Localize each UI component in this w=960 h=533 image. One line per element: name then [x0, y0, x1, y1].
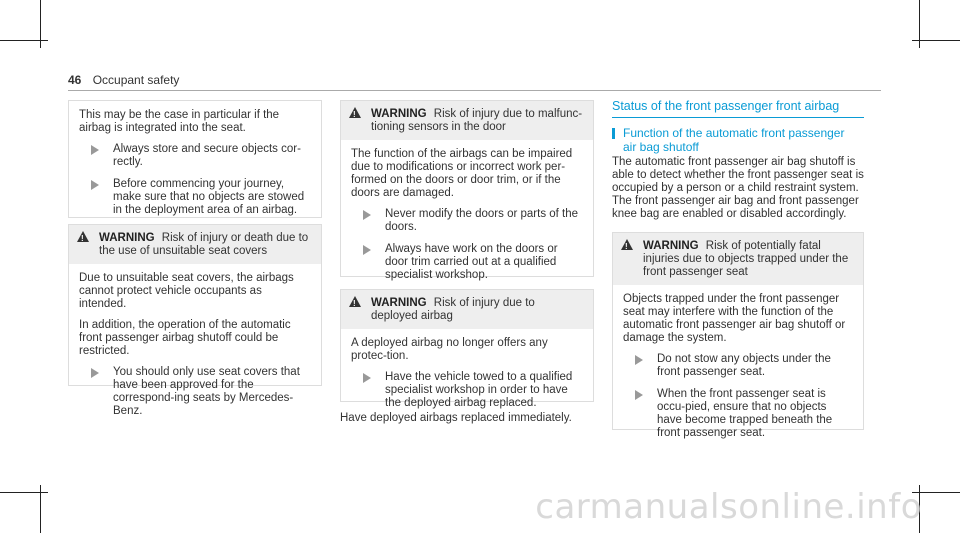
list-item: Always have work on the doors or door trim carried out at a qualified specialist workshop. [351, 243, 583, 282]
warning-header [613, 233, 863, 285]
warning-box [340, 289, 594, 409]
crop-mark [912, 40, 960, 41]
warning-box [612, 232, 864, 439]
note-box [68, 100, 322, 218]
section-title: Status of the front passenger front airbag [612, 99, 840, 113]
subsection-title: Function of the automatic front passenger air bag shutoff [623, 126, 845, 154]
bullet-arrow-icon [363, 210, 371, 220]
list-item: Have the vehicle towed to a qualified specialist workshop in order to have the deployed airbag replaced. [351, 371, 583, 410]
watermark: carmanualsonline.info [535, 487, 922, 527]
bullet-arrow-icon [91, 368, 99, 378]
body-text: The automatic front passenger air bag shutoff is able to detect whether the front passenger seat is occupied by a person or a child restraint system. The front passenger air bag and front passenger knee bag are enabled or disabled accordingly. [612, 156, 864, 220]
warning-text: A deployed airbag no longer offers any protec-tion. [351, 337, 548, 362]
page-title: Occupant safety [92, 73, 180, 87]
page-header [68, 73, 179, 87]
warning-box [68, 224, 322, 417]
warning-label: WARNING [99, 232, 155, 244]
bullet-arrow-icon [635, 390, 643, 400]
bullet-arrow-icon [363, 373, 371, 383]
header-divider [68, 90, 881, 91]
warning-text: The function of the airbags can be impaired due to modifications or incorrect work per-formed on the doors or door trim, or if the doors are damaged. [351, 148, 573, 199]
warning-box [340, 100, 594, 281]
warning-triangle-icon [621, 239, 633, 250]
list-item: When the front passenger seat is occu-pied, ensure that no objects have become trapped beneath the front passenger seat. [623, 388, 853, 440]
warning-triangle-icon [77, 231, 89, 242]
warning-text: Objects trapped under the front passenger seat may interfere with the function of the automatic front passenger air bag shutoff or damage the system. [623, 293, 846, 344]
warning-label: WARNING [371, 108, 427, 120]
warning-header [341, 101, 593, 140]
warning-title: Risk of potentially fatal injuries due to objects trapped under the front passenger seat [643, 240, 849, 278]
list-item: Never modify the doors or parts of the doors. [351, 208, 583, 234]
bullet-arrow-icon [363, 245, 371, 255]
warning-text: Due to unsuitable seat covers, the airbags cannot protect vehicle occupants as intended. [79, 272, 294, 310]
bullet-arrow-icon [91, 145, 99, 155]
warning-title: Risk of injury due to deployed airbag [371, 297, 535, 322]
intro-text: This may be the case in particular if the airbag is integrated into the seat. [79, 109, 280, 134]
crop-mark [0, 492, 48, 493]
list-item: Do not stow any objects under the front passenger seat. [623, 353, 853, 379]
bullet-arrow-icon [91, 180, 99, 190]
crop-mark [0, 40, 48, 41]
warning-triangle-icon [349, 107, 361, 118]
warning-title: Risk of injury due to malfunc-tioning sensors in the door [371, 108, 583, 133]
warning-label: WARNING [643, 240, 699, 252]
list-item: Before commencing your journey, make sure that no objects are stowed in the deployment area of an airbag. [79, 178, 311, 217]
list-item: Always store and secure objects cor-rectly. [79, 143, 311, 169]
warning-text: In addition, the operation of the automatic front passenger airbag shutoff could be restricted. [79, 319, 291, 357]
body-text: Have deployed airbags replaced immediately. [340, 412, 572, 424]
warning-title: Risk of injury or death due to the use of unsuitable seat covers [99, 232, 309, 257]
page-number: 46 [68, 73, 82, 87]
warning-header [341, 290, 593, 329]
warning-header [69, 225, 321, 264]
warning-triangle-icon [349, 296, 361, 307]
warning-label: WARNING [371, 297, 427, 309]
section-divider [612, 117, 864, 118]
bullet-arrow-icon [635, 355, 643, 365]
list-item: You should only use seat covers that have been approved for the correspond-ing seats by Mercedes-Benz. [79, 366, 311, 418]
